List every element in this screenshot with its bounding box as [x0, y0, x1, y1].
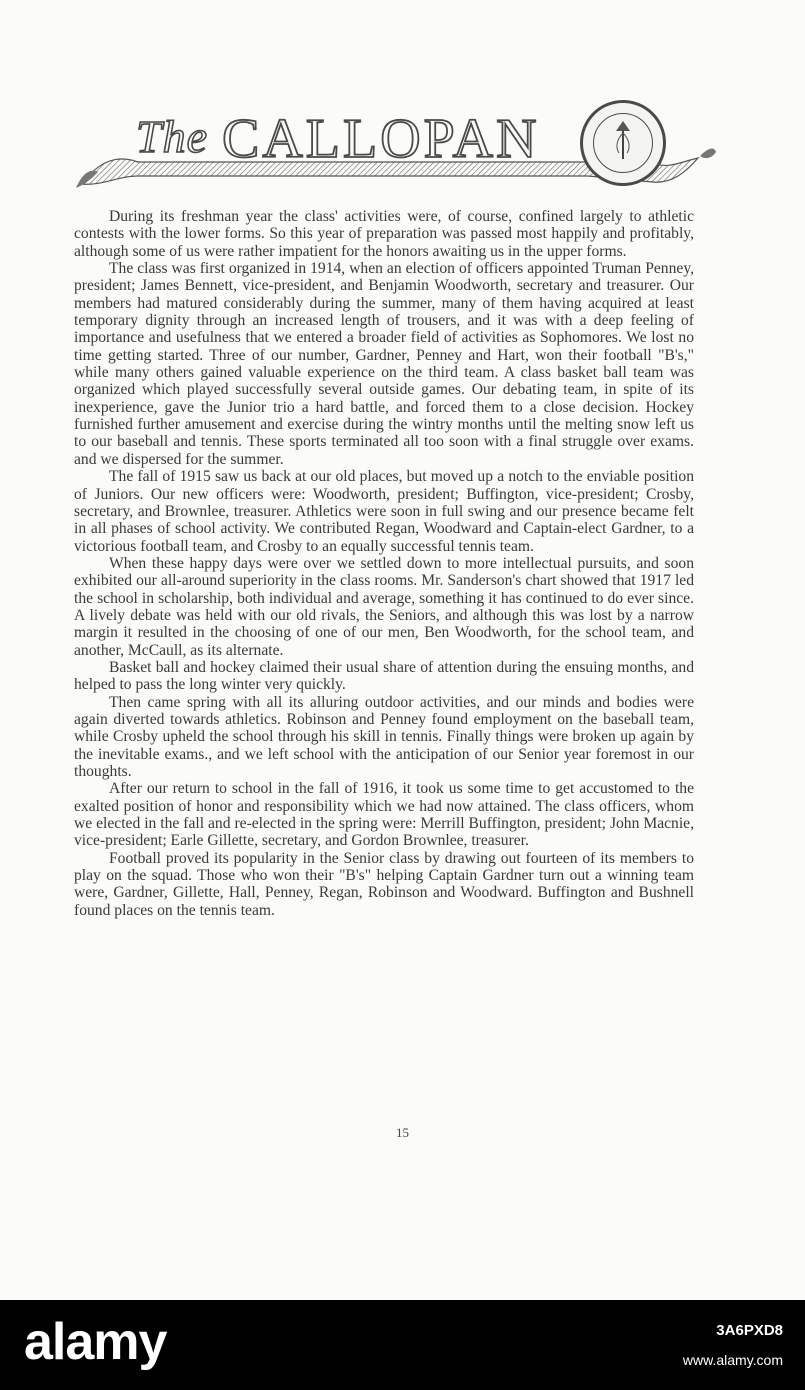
page-number: 15 [396, 1125, 409, 1140]
article-body [74, 208, 694, 919]
paragraph: The fall of 1915 saw us back at our old places, but moved up a notch to the enviable position of Juniors. Our new officers were: Woodworth, president; Buffington, vice-president; Crosby, secretary, and Brownlee, treasurer. Athletics were soon in full swing and our presence became felt in all phases of school activity. We contributed Regan, Woodward and Captain-elect Gardner, to a victorious football team, and Crosby to an equally successful tennis team. [74, 468, 694, 555]
stock-watermark-banner [0, 1300, 805, 1390]
page-title: CALLOPAN [222, 108, 540, 170]
paragraph: Football proved its popularity in the Senior class by drawing out fourteen of its members to play on the squad. Those who won their "B's" helping Captain Gardner turn out a winning team were, Gardner, Gillette, Hall, Penney, Regan, Robinson and Woodward. Buffington and Bushnell found places on the tennis team. [74, 849, 694, 919]
paragraph: After our return to school in the fall of 1916, it took us some time to get accustomed to the exalted position of honor and responsibility which we had now attained. The class officers, whom we elected in the fall and re-elected in the spring were: Merrill Buffington, president; John Macnie, vice-president; Earle Gillette, secretary, and Gordon Brownlee, treasurer. [74, 780, 694, 850]
stock-url: www.alamy.com [682, 1352, 783, 1368]
stock-logo: alamy [24, 1313, 167, 1371]
paragraph: During its freshman year the class' activities were, of course, confined largely to athletic contests with the lower forms. So this year of preparation was passed most happily and profitably, although some of us were rather impatient for the honors awaiting us in the upper forms. [74, 208, 694, 260]
paragraph: Then came spring with all its alluring outdoor activities, and our minds and bodies were again diverted towards athletics. Robinson and Penney found employment on the baseball team, while Crosby upheld the school through his skill in tennis. Finally things were broken up again by the inevitable exams., and we left school with the anticipation of our Senior year foremost in our thoughts. [74, 693, 694, 780]
title-prefix: The [136, 111, 208, 162]
stock-image-id: 3A6PXD8 [716, 1322, 783, 1339]
paragraph: When these happy days were over we settled down to more intellectual pursuits, and soon exhibited our all-around superiority in the class rooms. Mr. Sanderson's chart showed that 1917 led the school in scholarship, both individual and average, something it has continued to do ever since. A lively debate was held with our old rivals, the Seniors, and although this was lost by a narrow margin it resulted in the choosing of one of our men, Ben Woodworth, for the school team, and another, McCaull, as its alternate. [74, 554, 694, 659]
school-seal-logo [580, 100, 666, 186]
paragraph: The class was first organized in 1914, when an election of officers appointed Truman Penney, president; James Bennett, vice-president, and Benjamin Woodworth, secretary and treasurer. Our members had matured considerably during the summer, many of them having acquired at least temporary dignity through an increased length of trousers, and it was with a deep feeling of importance and usefulness that we entered a broader field of activities as Sophomores. We lost no time getting started. Three of our number, Gardner, Penney and Hart, won their football "B's," while many others gained valuable experience on the third team. A class basket ball team was organized which played successfully several outside games. Our debating team, in spite of its inexperience, gave the Junior trio a hard battle, and forced them to a close decision. Hockey furnished further amusement and exercise during the wintry months until the melting snow left us to our baseball and tennis. These sports terminated all too soon with a final struggle over exams. and we dispersed for the summer. [74, 260, 694, 468]
page-header [68, 92, 718, 200]
paragraph: Basket ball and hockey claimed their usual share of attention during the ensuing months, and helped to pass the long winter very quickly. [74, 658, 694, 694]
seal-emblem [583, 103, 663, 183]
